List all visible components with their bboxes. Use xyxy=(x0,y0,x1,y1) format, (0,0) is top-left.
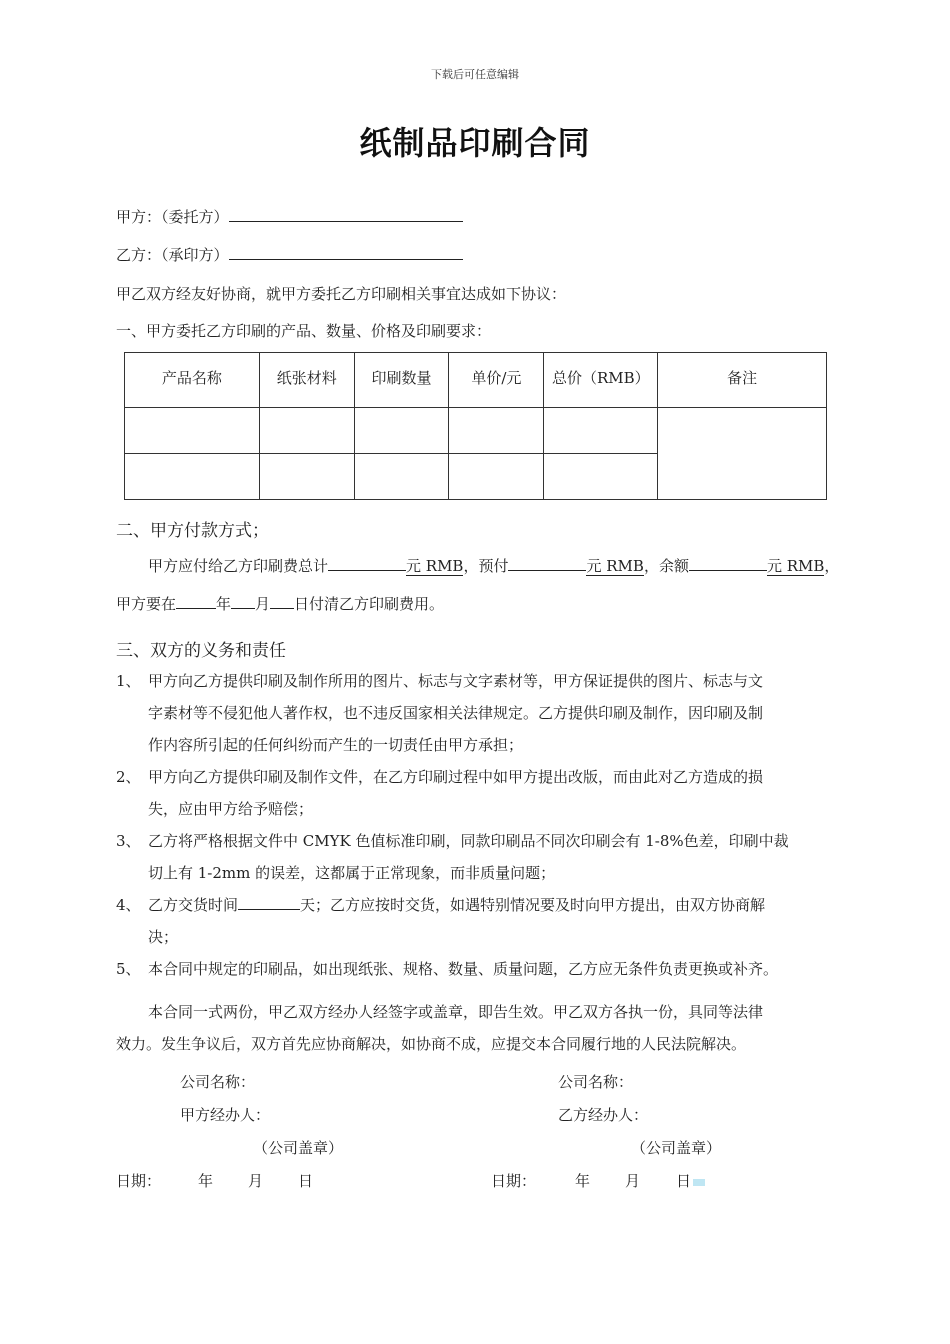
col-header-remarks: 备注 xyxy=(658,353,827,408)
item-5-line-1: 本合同中规定的印刷品，如出现纸张、规格、数量、质量问题，乙方应无条件负责更换或补齐。 xyxy=(148,960,779,978)
party-b-label: 乙方：（承印方） xyxy=(116,246,229,264)
delivery-time-text: 天；乙方应按时交货，如遇特别情况要及时向甲方提出，由双方协商解 xyxy=(300,896,766,914)
item-number: 4、 xyxy=(116,896,141,914)
balance-amount-blank[interactable] xyxy=(689,556,767,571)
table-cell[interactable] xyxy=(354,454,449,500)
party-b-company-name: 公司名称： xyxy=(558,1073,634,1091)
payment-due-label: 甲方要在 xyxy=(116,595,177,613)
header-note: 下载后可任意编辑 xyxy=(431,68,519,81)
section-2-heading: 二、甲方付款方式； xyxy=(116,521,269,541)
table-cell[interactable] xyxy=(125,408,260,454)
party-b-blank[interactable] xyxy=(229,245,463,260)
party-b-agent: 乙方经办人： xyxy=(558,1106,649,1124)
party-b-date-year: 年 xyxy=(575,1172,591,1190)
party-a-agent: 甲方经办人： xyxy=(180,1106,271,1124)
currency-unit: 元 RMB xyxy=(586,557,644,575)
table-row xyxy=(125,408,827,454)
party-a-label: 甲方：（委托方） xyxy=(116,208,229,226)
due-day-blank[interactable] xyxy=(270,594,294,609)
party-b-line xyxy=(116,244,463,265)
table-cell[interactable] xyxy=(259,454,354,500)
item-3-line-1: 乙方将严格根据文件中 CMYK 色值标准印刷，同款印刷品不同次印刷会有 1-8%色差，印刷中裁 xyxy=(148,832,789,850)
item-1-line-2: 字素材等不侵犯他人著作权，也不违反国家相关法律规定。乙方提供印刷及制作，因印刷及制 xyxy=(148,704,764,722)
payment-line-1 xyxy=(148,555,839,576)
table-cell[interactable] xyxy=(544,454,658,500)
closing-line-1: 本合同一式两份，甲乙双方经办人经签字或盖章，即告生效。甲乙双方各执一份，具同等法律 xyxy=(148,1003,764,1021)
party-a-seal: （公司盖章） xyxy=(253,1139,344,1157)
item-number: 3、 xyxy=(116,832,141,850)
party-b-seal: （公司盖章） xyxy=(631,1139,722,1157)
col-header-product: 产品名称 xyxy=(125,353,260,408)
table-cell[interactable] xyxy=(449,408,544,454)
item-number: 1、 xyxy=(116,672,141,690)
currency-unit: 元 RMB xyxy=(766,557,825,575)
punctuation: ， xyxy=(824,557,840,575)
col-header-total: 总价（RMB） xyxy=(544,353,658,408)
party-a-date-year: 年 xyxy=(198,1172,214,1190)
prepay-amount-blank[interactable] xyxy=(508,556,586,571)
table-cell[interactable] xyxy=(544,408,658,454)
due-year-blank[interactable] xyxy=(176,594,216,609)
page-title: 纸制品印刷合同 xyxy=(359,124,591,162)
party-b-date-label: 日期： xyxy=(491,1172,537,1190)
party-b-date-day: 日 xyxy=(676,1172,692,1190)
party-a-date-label: 日期： xyxy=(116,1172,162,1190)
delivery-days-blank[interactable] xyxy=(238,895,300,910)
payment-line-2 xyxy=(116,593,444,614)
table-header-row xyxy=(125,353,827,408)
section-3-heading: 三、双方的义务和责任 xyxy=(116,641,286,661)
table-cell[interactable] xyxy=(449,454,544,500)
party-b-date-month: 月 xyxy=(625,1172,641,1190)
party-a-line xyxy=(116,206,463,227)
payment-total-label: 甲方应付给乙方印刷费总计 xyxy=(148,557,329,575)
item-1-line-1: 甲方向乙方提供印刷及制作所用的图片、标志与文字素材等，甲方保证提供的图片、标志与文 xyxy=(148,672,764,690)
payment-due-suffix: 日付清乙方印刷费用。 xyxy=(294,595,445,613)
remarks-cell[interactable] xyxy=(658,408,827,500)
party-b-date-day-wrap xyxy=(676,1170,705,1191)
party-a-company-name: 公司名称： xyxy=(180,1073,256,1091)
col-header-unit-price: 单价/元 xyxy=(449,353,544,408)
section-1-heading: 一、甲方委托乙方印刷的产品、数量、价格及印刷要求： xyxy=(116,322,492,340)
item-2-line-2: 失，应由甲方给予赔偿； xyxy=(148,800,314,818)
item-number: 5、 xyxy=(116,960,141,978)
prepay-label: ，预付 xyxy=(463,557,509,575)
table-cell[interactable] xyxy=(259,408,354,454)
due-month-blank[interactable] xyxy=(231,594,255,609)
item-4-line-1 xyxy=(148,894,765,915)
currency-unit: 元 RMB xyxy=(406,557,464,575)
item-4-line-2: 决； xyxy=(148,928,179,946)
month-label: 月 xyxy=(255,595,271,613)
party-a-blank[interactable] xyxy=(229,207,463,222)
table-cell[interactable] xyxy=(125,454,260,500)
table-cell[interactable] xyxy=(354,408,449,454)
item-2-line-1: 甲方向乙方提供印刷及制作文件，在乙方印刷过程中如甲方提出改版，而由此对乙方造成的损 xyxy=(148,768,764,786)
closing-line-2: 效力。发生争议后，双方首先应协商解决，如协商不成，应提交本合同履行地的人民法院解决。 xyxy=(116,1035,747,1053)
delivery-time-label: 乙方交货时间 xyxy=(148,896,239,914)
balance-label: ，余额 xyxy=(643,557,689,575)
intro-text: 甲乙双方经友好协商，就甲方委托乙方印刷相关事宜达成如下协议： xyxy=(116,285,567,303)
party-a-date-day: 日 xyxy=(298,1172,314,1190)
order-table xyxy=(124,352,827,500)
item-number: 2、 xyxy=(116,768,141,786)
party-a-date-month: 月 xyxy=(248,1172,264,1190)
selection-marker-icon xyxy=(693,1179,705,1186)
col-header-quantity: 印刷数量 xyxy=(354,353,449,408)
year-label: 年 xyxy=(216,595,232,613)
item-3-line-2: 切上有 1-2mm 的误差，这都属于正常现象，而非质量问题； xyxy=(148,864,556,882)
col-header-paper: 纸张材料 xyxy=(259,353,354,408)
total-amount-blank[interactable] xyxy=(328,556,406,571)
item-1-line-3: 作内容所引起的任何纠纷而产生的一切责任由甲方承担； xyxy=(148,736,524,754)
